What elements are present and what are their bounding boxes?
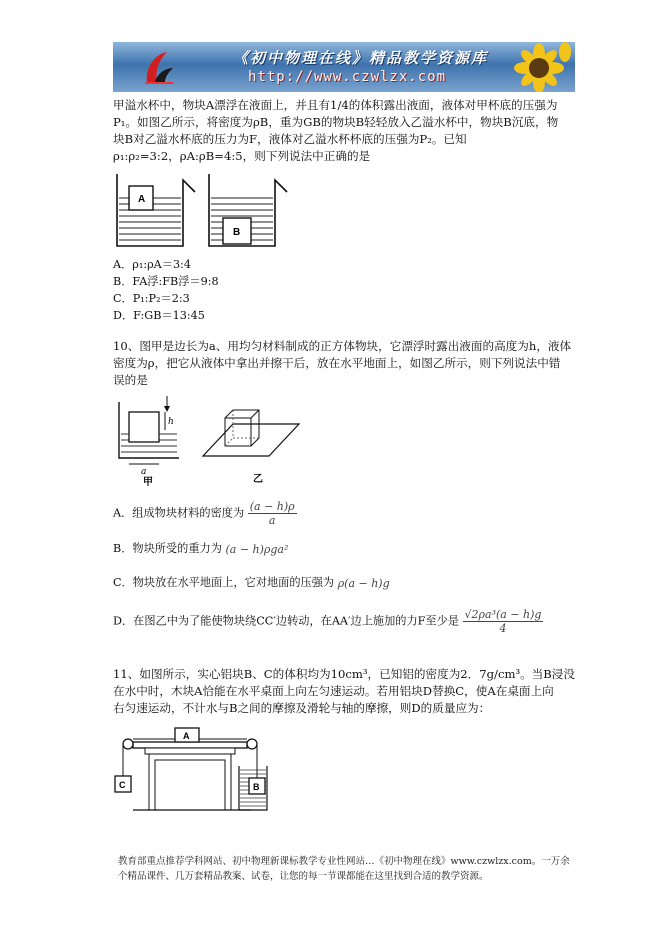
block-a-label: A (138, 194, 146, 205)
q11-line: 11、如图所示，实心铝块B、C的体积均为10cm³，已知铝的密度为2．7g/cm³。当B浸没 (113, 667, 575, 681)
fig-jia-h-label: h (168, 417, 174, 427)
q10-figure (113, 394, 313, 486)
fraction-denominator: a (268, 514, 276, 527)
banner-url: http://www.czwlzx.com (248, 69, 447, 85)
q10-line: 10、图甲是边长为a、用均匀材料制成的正方体物块，它漂浮时露出液面的高度为h，液体 (113, 339, 572, 353)
fraction-denominator: 4 (499, 622, 507, 635)
q9-option-d: D．F:GB＝13:45 (113, 309, 205, 322)
site-banner (113, 42, 575, 92)
q10-option-a-fraction (248, 500, 297, 527)
cup-yi (209, 174, 287, 246)
q11-line: 在水中时，木块A恰能在水平桌面上向左匀速运动。若用铝块D替换C，使A在桌面上向 (113, 684, 554, 698)
footer-line: 教育部重点推荐学科网站、初中物理新课标教学专业性网站…《初中物理在线》www.czwlzx.com。一万余 (118, 856, 570, 867)
q11-line: 右匀速运动，不计水与B之间的摩擦及滑轮与轴的摩擦，则D的质量应为： (113, 701, 491, 715)
pulley-right-icon (247, 739, 257, 749)
q9-option-b: B．FA浮:FB浮＝9:8 (113, 275, 219, 288)
q10-line: 误的是 (113, 373, 148, 387)
q9-option-c: C．P₁:P₂＝2:3 (113, 292, 190, 305)
q10-option-a (113, 500, 297, 527)
q10-line: 密度为ρ，把它从液体中拿出并擦干后，放在水平地面上，如图乙所示，则下列说法中错 (113, 356, 561, 370)
footer-line: 个精品课件、几万套精品教案、试卷，让您的每一节课都能在这里找到合适的教学资源。 (118, 871, 489, 882)
sunflower-icon (501, 42, 571, 92)
q10-option-b-expr: (a − h)ρga² (225, 542, 289, 556)
block-a-label: A (183, 731, 190, 741)
fraction-numerator: (a − h)ρ (249, 500, 295, 513)
q9-line: 甲溢水杯中，物块A漂浮在液面上，并且有1/4的体积露出液面，液体对甲杯底的压强为 (113, 98, 558, 112)
block-b-label: B (233, 227, 241, 238)
pulley-left-icon (123, 739, 133, 749)
fig-yi (203, 410, 299, 485)
q10-option-d (113, 608, 543, 635)
banner-title: 《初中物理在线》精品教学资源库 (233, 49, 489, 67)
fraction-numerator: √2ρa³(a − h)g (464, 608, 542, 621)
q10-option-a-text: A．组成物块材料的密度为 (113, 506, 245, 520)
table-top (133, 742, 247, 748)
q10-option-c-expr: ρ(a − h)g (337, 576, 390, 590)
block-b-label: B (253, 782, 260, 792)
fig-jia-a-label: a (141, 467, 147, 477)
q10-option-b-text: B．物块所受的重力为 (113, 542, 222, 555)
q9-option-a: A．ρ₁:ρA＝3:4 (113, 258, 191, 271)
block-c-label: C (119, 780, 126, 790)
fig-yi-caption: 乙 (253, 474, 263, 485)
cup-jia (117, 174, 195, 246)
q10-option-c (113, 574, 390, 590)
q10-option-d-fraction (463, 608, 544, 635)
fig-jia-caption: 甲 (143, 477, 153, 486)
q9-line: 块B对乙溢水杯底的压力为F，液体对乙溢水杯杯底的压强为P₂。已知 (113, 132, 467, 146)
q9-line: ρ₁:ρ₂=3:2，ρA:ρB=4:5，则下列说法中正确的是 (113, 149, 371, 163)
q9-figure (113, 170, 303, 250)
site-logo-icon (141, 48, 177, 86)
q10-option-c-text: C．物块放在水平地面上，它对地面的压强为 (113, 576, 335, 589)
q10-option-d-text: D．在图乙中为了能使物块绕CC′边转动，在AA′边上施加的力F至少是 (113, 614, 459, 628)
fig-jia (119, 396, 179, 486)
q9-line: P₁。如图乙所示，将密度为ρB，重为GB的物块B轻轻放入乙溢水杯中，物块B沉底，物 (113, 115, 559, 129)
q11-figure (113, 724, 273, 812)
q10-option-b (113, 540, 288, 556)
